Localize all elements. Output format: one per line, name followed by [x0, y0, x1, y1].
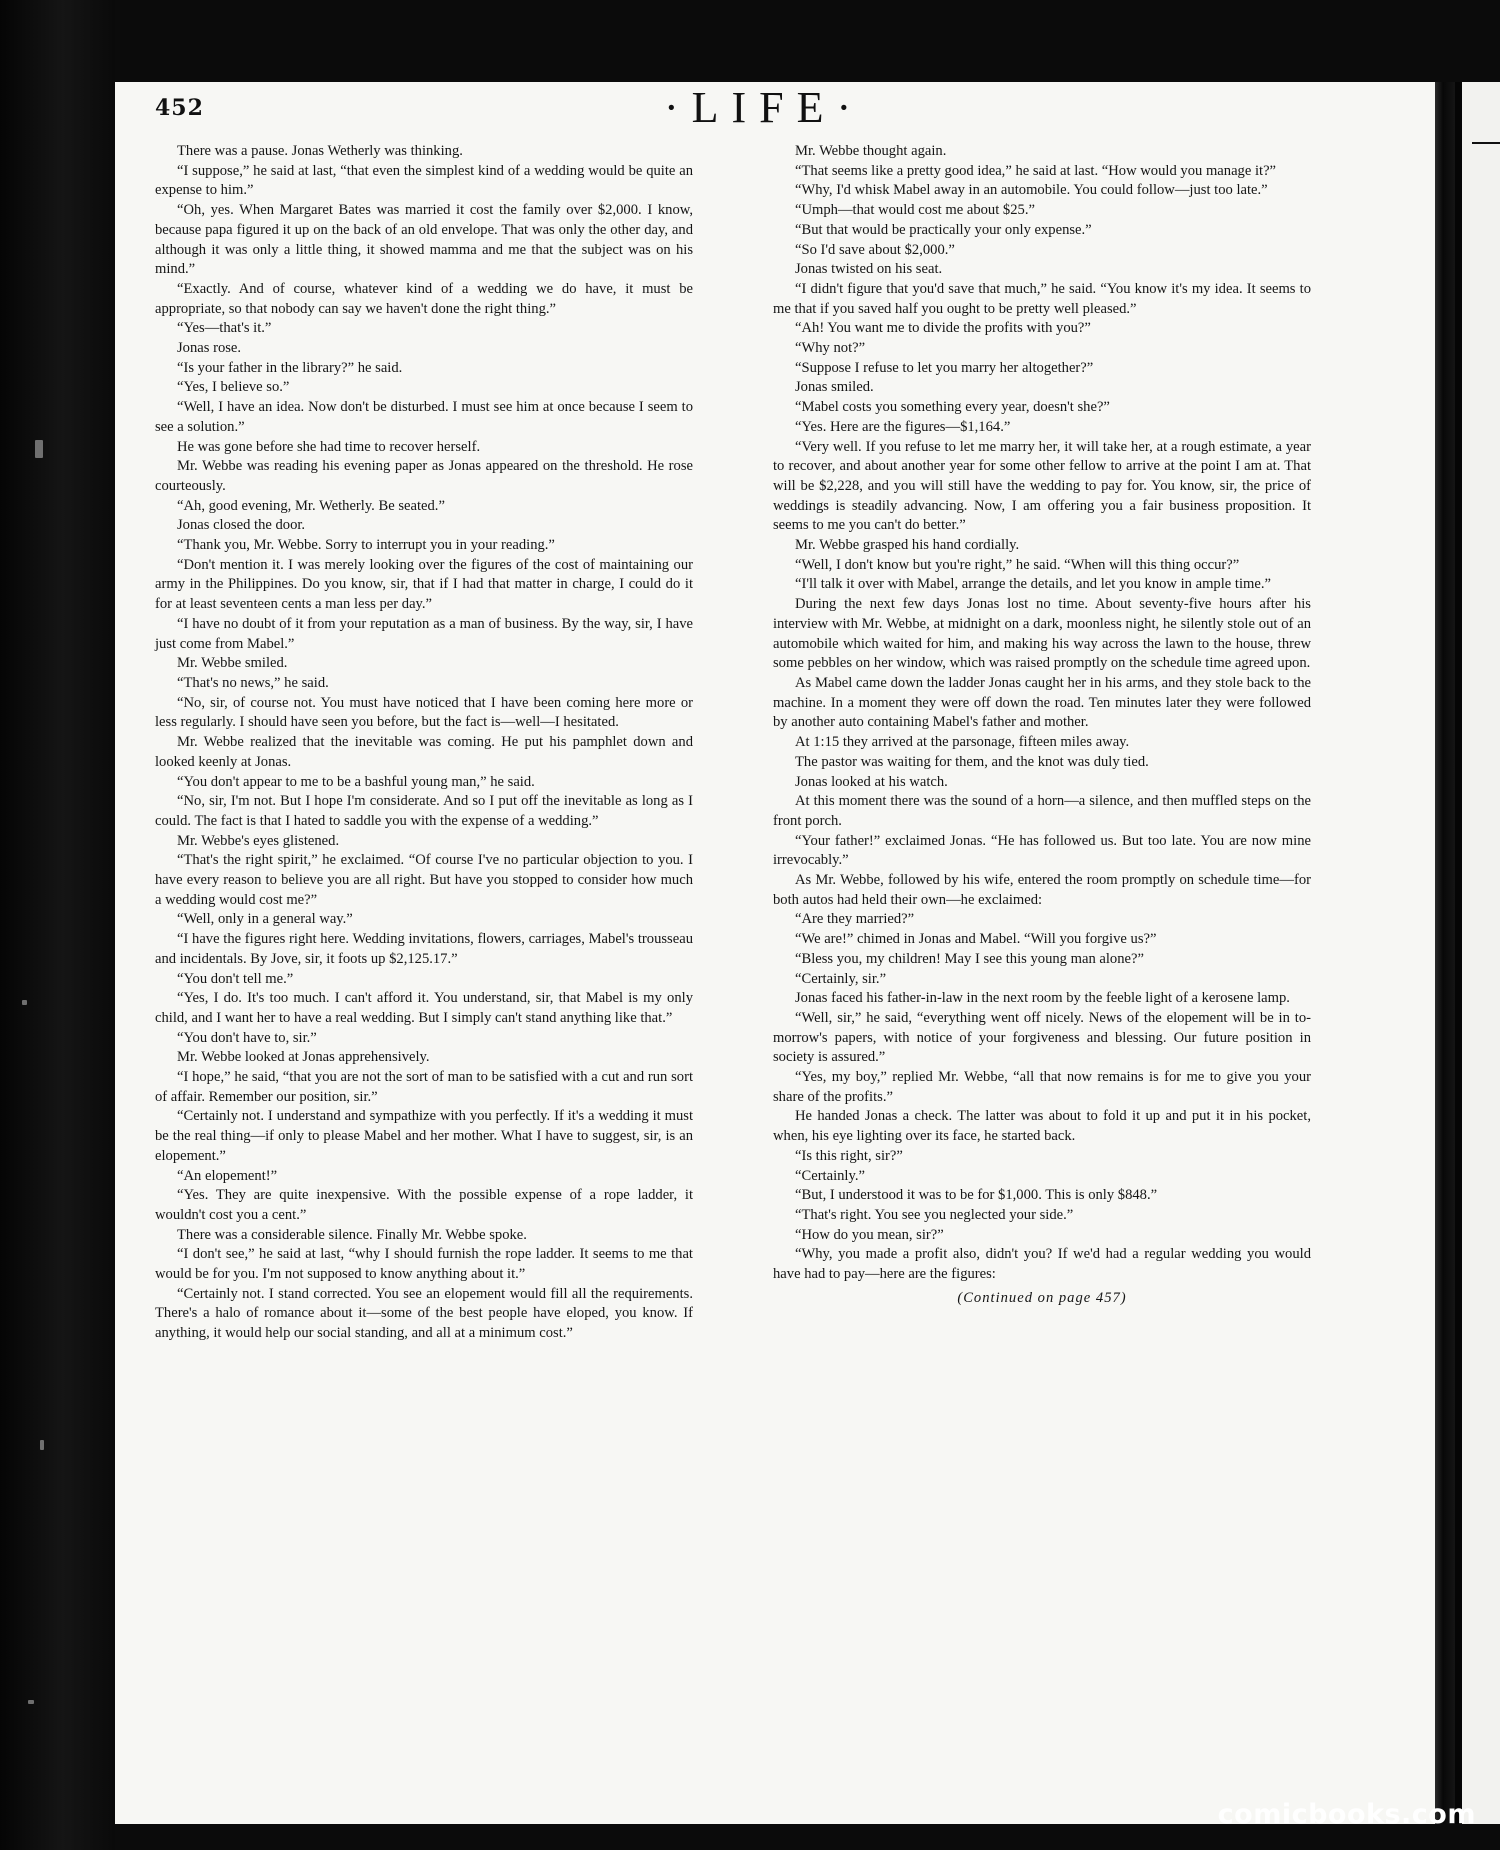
article-paragraph: Jonas faced his father-in-law in the next room by the feeble light of a kerosene lamp. — [795, 990, 1290, 1007]
facing-page-edge — [1462, 82, 1500, 1824]
article-paragraph: “So I'd save about $2,000.” — [795, 241, 955, 258]
article-paragraph: There was a considerable silence. Finally Mr. Webbe spoke. — [177, 1226, 527, 1243]
article-paragraph: “You don't appear to me to be a bashful young man,” he said. — [177, 773, 535, 790]
article-paragraph: “I suppose,” he said at last, “that even the simplest kind of a wedding would be quite an expense to him.” — [155, 162, 693, 199]
article-paragraph: “Ah! You want me to divide the profits with you?” — [795, 320, 1091, 337]
article-paragraph: As Mabel came down the ladder Jonas caught her in his arms, and they stole back to the machine. In a moment they were off down the road. Ten minutes later they were followed by another auto containing Mabel's father and mother. — [773, 674, 1311, 731]
article-paragraph: “Yes, I do. It's too much. I can't afford it. You understand, sir, that Mabel is my only child, and I want her to have a real wedding. But I simply can't stand anything like that.” — [155, 990, 693, 1026]
page-number: 452 — [155, 95, 204, 121]
article-paragraph: “I don't see,” he said at last, “why I should furnish the rope ladder. It seems to me that would be for you. I'm not supposed to know anything about it.” — [155, 1246, 693, 1283]
article-paragraph: “Mabel costs you something every year, doesn't she?” — [795, 399, 1110, 416]
article-paragraph: “I'll talk it over with Mabel, arrange the details, and let you know in ample time.” — [795, 576, 1271, 593]
article-paragraph: “But that would be practically your only expense.” — [795, 221, 1092, 238]
article-paragraph: “How do you mean, sir?” — [795, 1226, 944, 1243]
article-column-right — [773, 142, 1311, 1308]
scan-border-left — [0, 0, 115, 1850]
article-paragraph: “Well, I don't know but you're right,” he said. “When will this thing occur?” — [795, 556, 1240, 573]
magazine-masthead: ·LIFE· — [664, 83, 865, 132]
article-paragraph: “You don't have to, sir.” — [177, 1029, 317, 1046]
article-paragraph: “Why not?” — [795, 340, 866, 357]
article-paragraph: “No, sir, I'm not. But I hope I'm considerate. And so I put off the inevitable as long as I could. The fact is that I hated to saddle you with the expense of a wedding.” — [155, 793, 693, 829]
article-paragraph: “Is this right, sir?” — [795, 1147, 903, 1164]
article-paragraph: As Mr. Webbe, followed by his wife, entered the room promptly on schedule time—for both autos had held their own—he exclaimed: — [773, 872, 1311, 908]
article-paragraph: There was a pause. Jonas Wetherly was thinking. — [177, 143, 463, 159]
article-paragraph: “Well, sir,” he said, “everything went off nicely. News of the elopement will be in to-morrow's papers, with notice of your forgiveness and blessing. Our future position in society is assured.” — [773, 1009, 1311, 1066]
article-paragraph: “Certainly not. I stand corrected. You see an elopement would fill all the requirements. There's a halo of romance about it—some of the best people have eloped, you know. If anything, it would help our social standing, and all at a minimum cost.” — [155, 1285, 693, 1342]
article-paragraph: “Umph—that would cost me about $25.” — [795, 202, 1035, 219]
article-paragraph: “Why, I'd whisk Mabel away in an automobile. You could follow—just too late.” — [795, 182, 1268, 199]
article-paragraph: “You don't tell me.” — [177, 970, 294, 987]
article-paragraph: During the next few days Jonas lost no time. About seventy-five hours after his interview with Mr. Webbe, at midnight on a dark, moonless night, he silently stole out of an automobile which waited for him, and making his way across the lawn to the house, threw some pebbles on her window, which was raised promptly on the schedule time agreed upon. — [773, 596, 1311, 672]
article-paragraph: Mr. Webbe looked at Jonas apprehensively. — [177, 1049, 430, 1066]
article-paragraph: “I hope,” he said, “that you are not the sort of man to be satisfied with a cut and run sort of affair. Remember our position, sir.” — [155, 1069, 693, 1105]
article-paragraph: Mr. Webbe's eyes glistened. — [177, 832, 340, 849]
article-paragraph: “I have no doubt of it from your reputation as a man of business. By the way, sir, I have just come from Mabel.” — [155, 615, 693, 652]
scan-border-right — [1455, 82, 1462, 1824]
article-paragraph: “No, sir, of course not. You must have noticed that I have been coming here more or less regularly. I should have seen you before, but the fact is—well—I hesitated. — [155, 694, 693, 731]
article-paragraph: Jonas looked at his watch. — [795, 773, 948, 790]
article-paragraph: “Yes, my boy,” replied Mr. Webbe, “all that now remains is for me to give you your share of the profits.” — [773, 1069, 1311, 1105]
article-paragraph: “Suppose I refuse to let you marry her altogether?” — [795, 359, 1094, 376]
article-paragraph: “Bless you, my children! May I see this young man alone?” — [795, 950, 1144, 967]
article-paragraph: Jonas closed the door. — [177, 517, 306, 534]
continued-note: (Continued on page 457) — [957, 1289, 1127, 1306]
article-paragraph: “But, I understood it was to be for $1,000. This is only $848.” — [795, 1187, 1158, 1204]
article-paragraph: “An elopement!” — [177, 1167, 278, 1184]
article-paragraph: “Are they married?” — [795, 911, 915, 928]
facing-page-rule — [1472, 142, 1500, 144]
article-paragraph: The pastor was waiting for them, and the knot was duly tied. — [795, 753, 1149, 770]
article-paragraph: “That seems like a pretty good idea,” he said at last. “How would you manage it?” — [795, 162, 1277, 179]
article-paragraph: “Certainly.” — [795, 1167, 865, 1184]
article-paragraph: “Oh, yes. When Margaret Bates was married it cost the family over $2,000. I know, because papa figured it up on the back of an old envelope. That was only the other day, and although it was only a little thing, it showed mamma and me that the subject was on his mind.” — [155, 202, 693, 278]
article-paragraph: Mr. Webbe grasped his hand cordially. — [795, 537, 1020, 554]
article-paragraph: “That's the right spirit,” he exclaimed. “Of course I've no particular objection to you. I have every reason to believe you are all right. But have you stopped to consider how much a wedding would cost me?” — [155, 852, 693, 908]
article-paragraph: At 1:15 they arrived at the parsonage, fifteen miles away. — [795, 734, 1130, 751]
article-paragraph: “Certainly, sir.” — [795, 970, 887, 987]
article-paragraph: “Don't mention it. I was merely looking over the figures of the cost of maintaining our army in the Philippines. Do you know, sir, that if I had that matter in charge, I could do it for at least seventeen cents a man less per day.” — [155, 556, 693, 613]
article-paragraph: “I have the figures right here. Wedding invitations, flowers, carriages, Mabel's trousseau and incidentals. By Jove, sir, it foots up $2,125.17.” — [155, 931, 693, 967]
article-paragraph: “Ah, good evening, Mr. Wetherly. Be seated.” — [177, 497, 445, 514]
article-paragraph: “We are!” chimed in Jonas and Mabel. “Will you forgive us?” — [795, 931, 1157, 948]
article-paragraph: “Well, only in a general way.” — [177, 911, 353, 928]
article-paragraph: “Well, I have an idea. Now don't be disturbed. I must see him at once because I seem to see a solution.” — [155, 399, 693, 435]
article-paragraph: “Exactly. And of course, whatever kind of a wedding we do have, it must be appropriate, so that nobody can say we haven't done the right thing.” — [155, 280, 693, 317]
article-paragraph: At this moment there was the sound of a horn—a silence, and then muffled steps on the front porch. — [773, 793, 1311, 829]
article-paragraph: “Very well. If you refuse to let me marry her, it will take her, at a rough estimate, a year to recover, and about another year for some other fellow to arrive at the point I am at. That will be $2,228, and you will still have the wedding to pay for. You know, sir, the price of weddings is steadily advancing. Now, I am offering you a fair business proposition. It seems to me you can't do better.” — [773, 438, 1311, 534]
site-watermark: comicbooks.com — [1217, 1799, 1476, 1830]
article-paragraph: “That's no news,” he said. — [177, 674, 329, 691]
article-paragraph: Jonas twisted on his seat. — [795, 261, 943, 278]
article-paragraph: Jonas rose. — [177, 340, 242, 357]
article-paragraph: Mr. Webbe realized that the inevitable was coming. He put his pamphlet down and looked keenly at Jonas. — [155, 734, 693, 770]
article-paragraph: “That's right. You see you neglected your side.” — [795, 1206, 1074, 1223]
article-paragraph: “Why, you made a profit also, didn't you? If we'd had a regular wedding you would have had to pay—here are the figures: — [773, 1246, 1311, 1283]
article-paragraph: “Is your father in the library?” he said. — [177, 359, 403, 376]
article-paragraph: “Thank you, Mr. Webbe. Sorry to interrupt you in your reading.” — [177, 537, 555, 554]
article-paragraph: “I didn't figure that you'd save that much,” he said. “You know it's my idea. It seems to me that if you saved half you ought to be pretty well pleased.” — [773, 280, 1311, 317]
page-gutter — [1435, 82, 1455, 1824]
article-paragraph: “Yes. Here are the figures—$1,164.” — [795, 418, 1011, 435]
article-paragraph: “Yes, I believe so.” — [177, 379, 290, 396]
article-paragraph: Mr. Webbe smiled. — [177, 655, 288, 672]
article-paragraph: “Yes. They are quite inexpensive. With the possible expense of a rope ladder, it wouldn't cost you a cent.” — [155, 1187, 693, 1223]
article-paragraph: Jonas smiled. — [795, 379, 874, 396]
article-paragraph: “Certainly not. I understand and sympathize with you perfectly. If it's a wedding it must be the real thing—if only to please Mabel and her mother. What I have to suggest, sir, is an elopement.” — [155, 1108, 693, 1164]
article-paragraph: “Your father!” exclaimed Jonas. “He has followed us. But too late. You are now mine irrevocably.” — [773, 832, 1311, 869]
article-paragraph: Mr. Webbe thought again. — [795, 143, 947, 159]
article-paragraph: He handed Jonas a check. The latter was about to fold it up and put it in his pocket, when, his eye lighting over its face, he started back. — [773, 1108, 1311, 1145]
article-paragraph: Mr. Webbe was reading his evening paper as Jonas appeared on the threshold. He rose courteously. — [155, 458, 693, 494]
article-paragraph: He was gone before she had time to recover herself. — [177, 438, 481, 455]
article-paragraph: “Yes—that's it.” — [177, 320, 272, 337]
article-column-left — [155, 142, 693, 1344]
